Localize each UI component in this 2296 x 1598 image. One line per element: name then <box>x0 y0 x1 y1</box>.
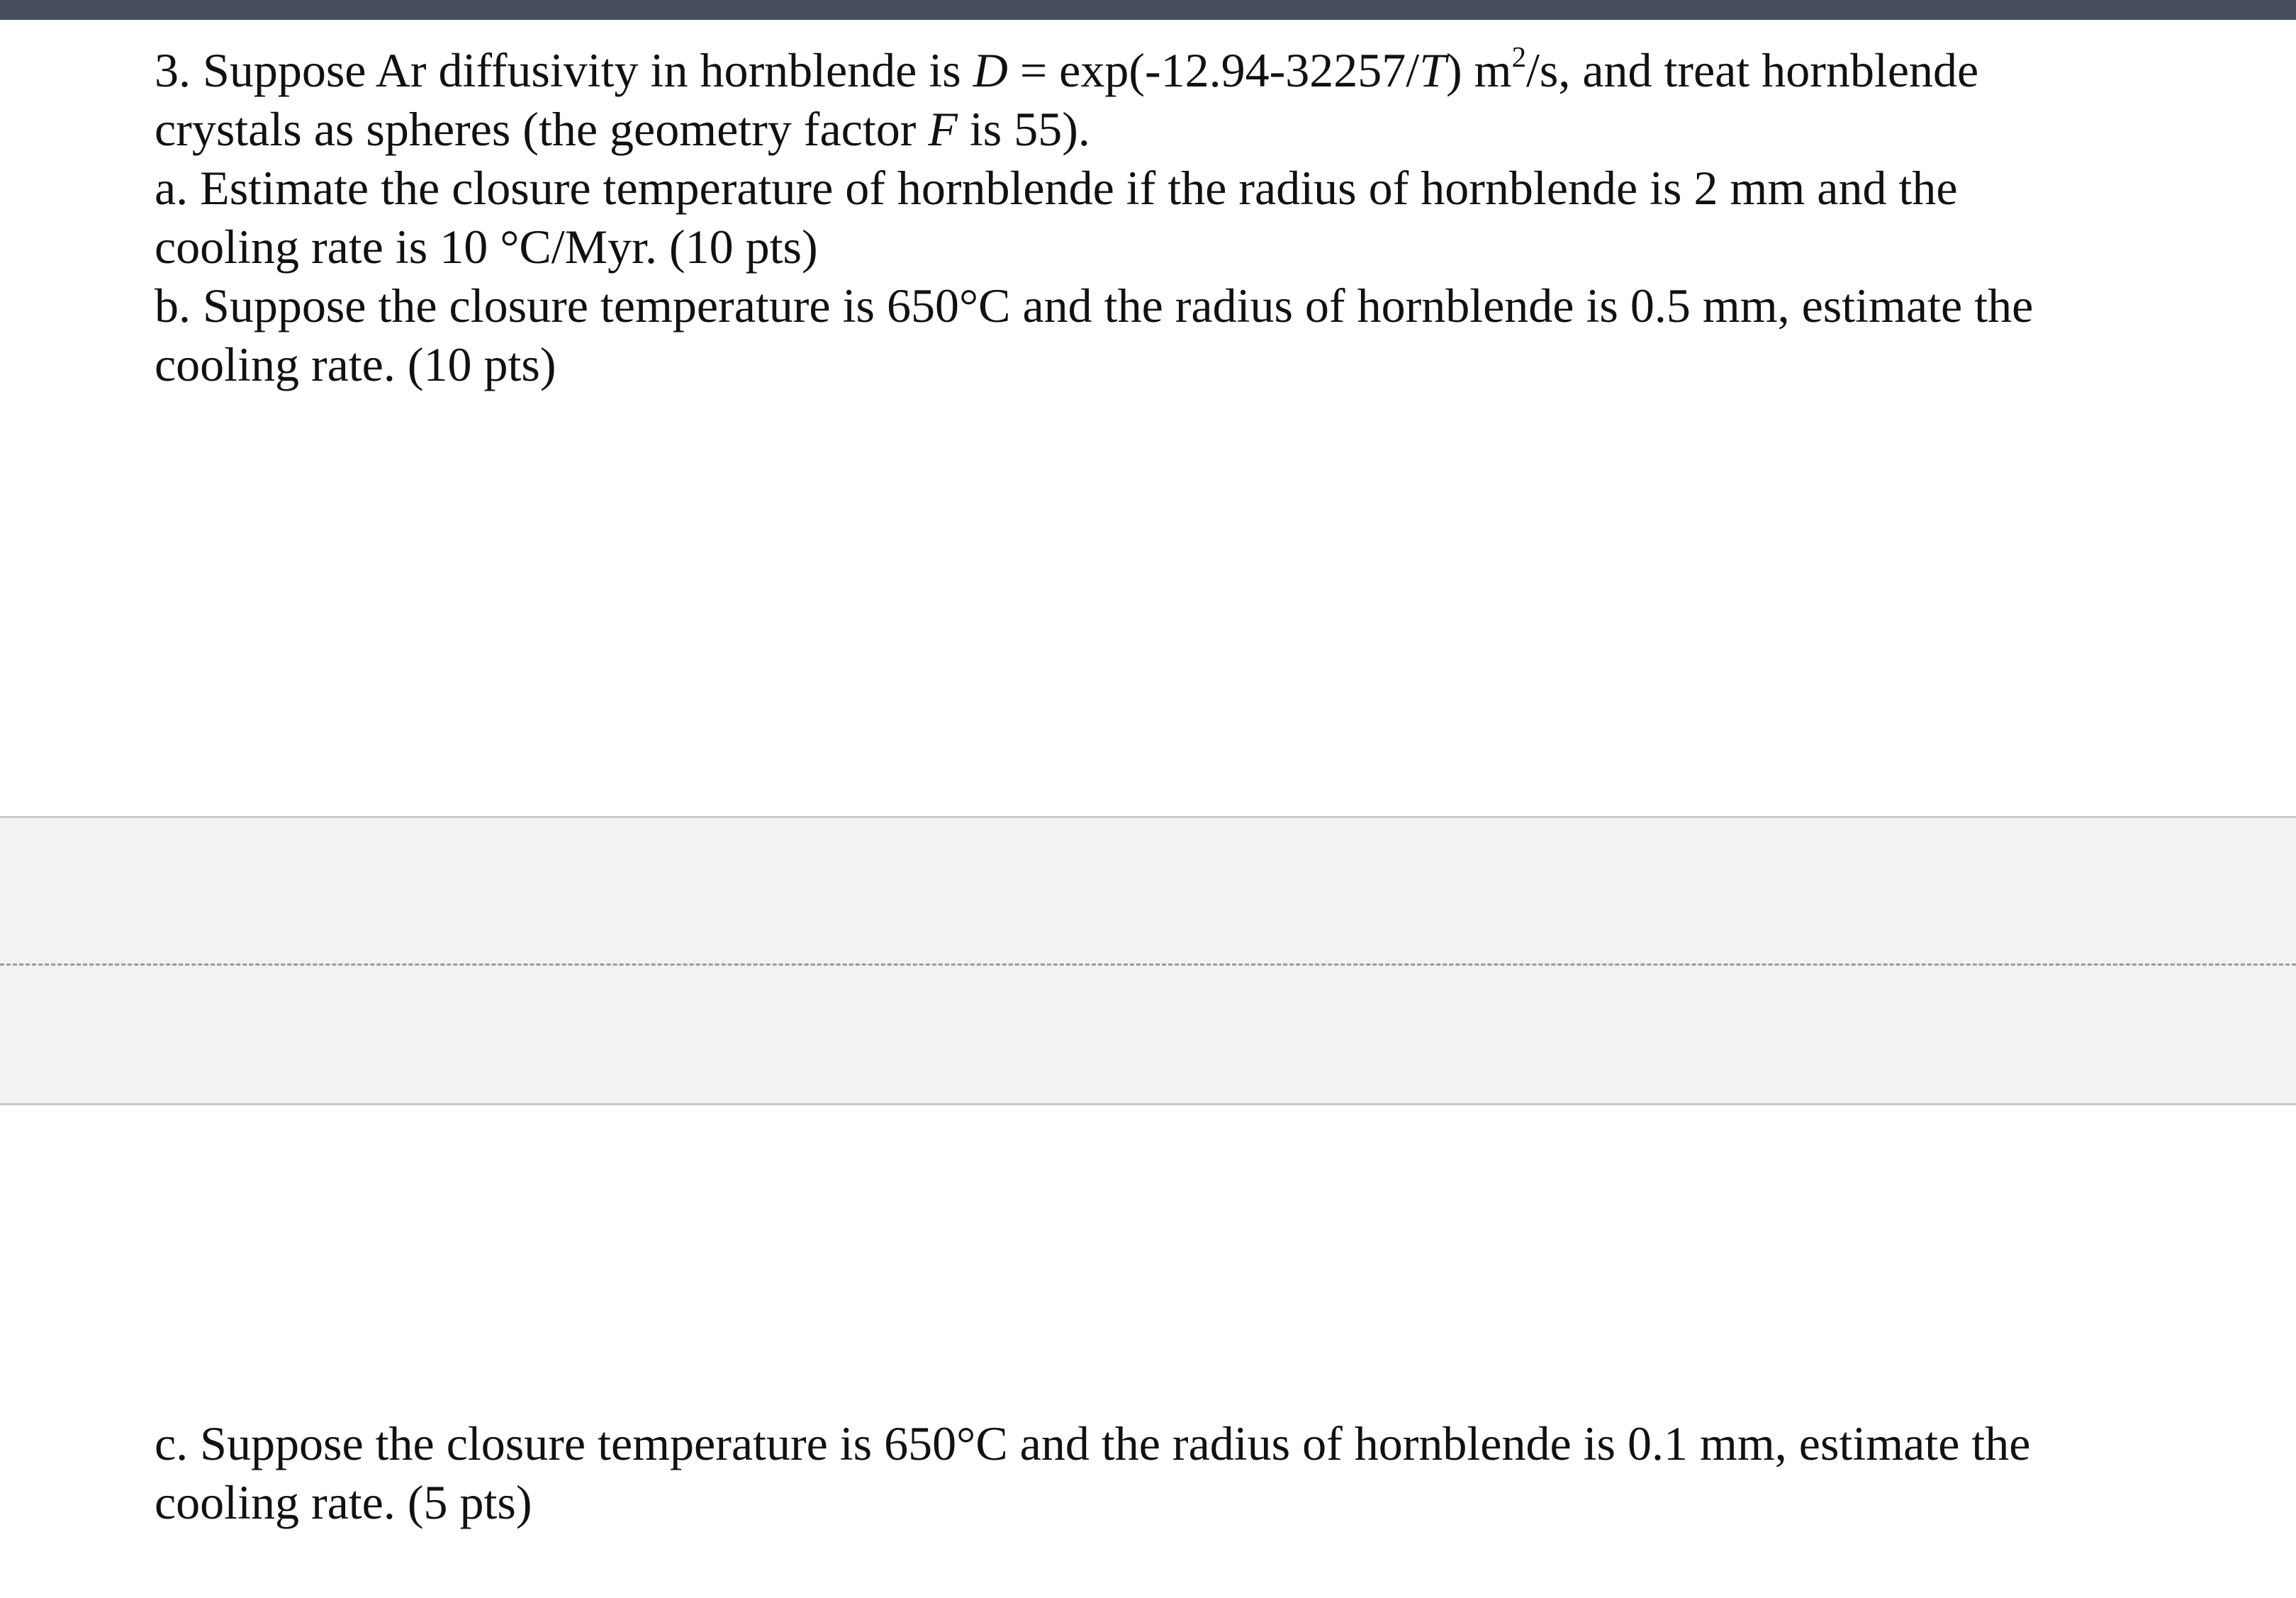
part-a-line-2: cooling rate is 10 °C/Myr. (10 pts) <box>155 220 818 274</box>
question-line-1 <box>155 41 2253 100</box>
question-line-2-start: crystals as spheres (the geometry factor <box>155 102 929 156</box>
variable-t: T <box>1419 43 1447 97</box>
part-a-line-1: a. Estimate the closure temperature of hornblende if the radius of hornblende is 2 mm and the <box>155 161 1958 215</box>
variable-d: D <box>973 43 1008 97</box>
superscript-2: 2 <box>1511 41 1526 74</box>
question-line-2-end: is 55). <box>957 102 1090 156</box>
equation-unit: ) m <box>1446 43 1512 97</box>
part-c-line-2: cooling rate. (5 pts) <box>155 1475 532 1529</box>
question-intro: 3. Suppose Ar diffusivity in hornblende is <box>155 43 973 97</box>
equation-part: = exp(-12.94-32257/ <box>1007 43 1420 97</box>
question-text <box>155 41 2253 394</box>
part-c-text <box>155 1414 2253 1532</box>
question-line-1-end: /s, and treat hornblende <box>1525 43 1979 97</box>
variable-f: F <box>928 102 958 156</box>
answer-area[interactable] <box>0 816 2296 1105</box>
part-c-line-1: c. Suppose the closure temperature is 650°C and the radius of hornblende is 0.1 mm, estimate the <box>155 1417 2031 1470</box>
page-break-divider <box>0 963 2296 966</box>
part-b-line-2: cooling rate. (10 pts) <box>155 337 556 391</box>
question-line-2 <box>155 100 2253 159</box>
top-bar <box>0 0 2296 20</box>
part-b-line-1: b. Suppose the closure temperature is 650°C and the radius of hornblende is 0.5 mm, estimate the <box>155 279 2034 333</box>
